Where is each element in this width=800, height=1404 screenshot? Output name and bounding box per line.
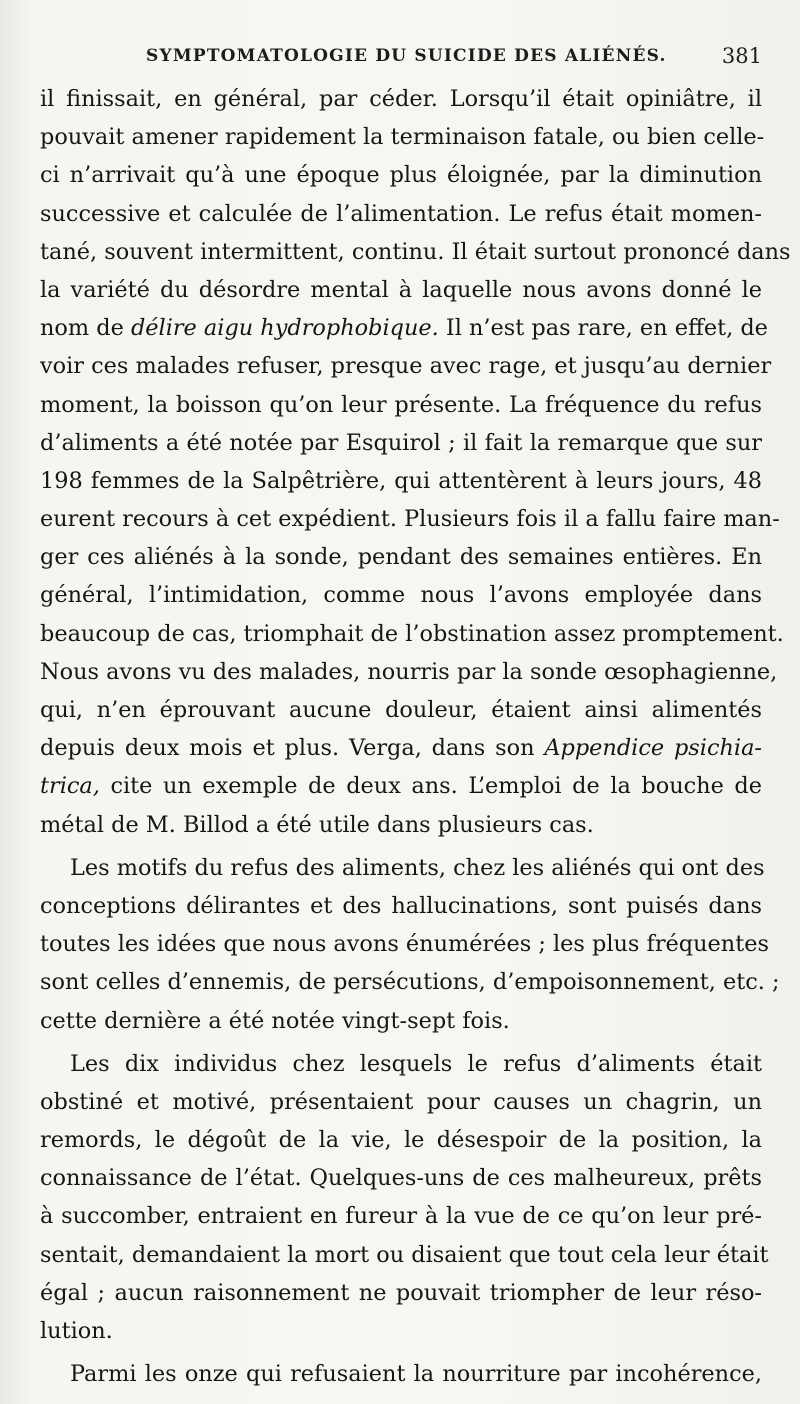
body-text	[40, 80, 791, 1393]
page-number: 381	[721, 44, 762, 68]
text-line: Nous avons vu des malades, nourris par la sonde œsophagienne,	[40, 658, 778, 685]
text-line: tané, souvent intermittent, continu. Il était surtout prononcé dans	[40, 238, 791, 265]
text-line: ci n’arrivait qu’à une époque plus éloignée, par la diminution	[40, 162, 762, 189]
page-header	[40, 44, 762, 74]
text-line: à succomber, entraient en fureur à la vue de ce qu’on leur pré-	[40, 1203, 762, 1230]
text-line: sentait, demandaient la mort ou disaient que tout cela leur était	[40, 1241, 769, 1268]
text-line: Les dix individus chez lesquels le refus d’aliments était	[70, 1050, 762, 1077]
text-line: conceptions délirantes et des hallucinations, sont puisés dans	[40, 892, 762, 919]
text-line: nom de délire aigu hydrophobique. Il n’est pas rare, en effet, de	[40, 315, 768, 342]
paragraph	[40, 849, 780, 1040]
text-line: il finissait, en général, par céder. Lorsqu’il était opiniâtre, il	[40, 86, 762, 112]
text-line: d’aliments a été notée par Esquirol ; il fait la remarque que sur	[40, 429, 762, 456]
text-line: sont celles d’ennemis, de persécutions, d’empoisonnement, etc. ;	[40, 969, 780, 996]
text-line: beaucoup de cas, triomphait de l’obstination assez promptement.	[40, 620, 784, 647]
text-line: 198 femmes de la Salpêtrière, qui attentèrent à leurs jours, 48	[40, 467, 762, 494]
text-line: métal de M. Billod a été utile dans plusieurs cas.	[40, 811, 594, 838]
paragraph	[40, 1355, 762, 1393]
text-line: général, l’intimidation, comme nous l’avons employée dans	[40, 582, 762, 609]
paragraph	[40, 80, 791, 844]
italic-title: Appendice psichia-	[544, 735, 762, 762]
text-line: moment, la boisson qu’on leur présente. La fréquence du refus	[40, 391, 762, 418]
text-line: pouvait amener rapidement la terminaison fatale, ou bien celle-	[40, 124, 765, 151]
text-line: Les motifs du refus des aliments, chez les aliénés qui ont des	[70, 854, 765, 881]
text-line: eurent recours à cet expédient. Plusieurs fois il a fallu faire man-	[40, 506, 780, 533]
text-line: depuis deux mois et plus. Verga, dans son Appendice psichia-	[40, 735, 762, 762]
text-line: voir ces malades refuser, presque avec rage, et jusqu’au dernier	[40, 353, 772, 380]
text-line: obstiné et motivé, présentaient pour causes un chagrin, un	[40, 1088, 762, 1115]
text-line: ger ces aliénés à la sonde, pendant des semaines entières. En	[40, 544, 762, 571]
running-head: SYMPTOMATOLOGIE DU SUICIDE DES ALIÉNÉS.	[146, 46, 667, 66]
text-line: qui, n’en éprouvant aucune douleur, étaient ainsi alimentés	[40, 697, 762, 723]
text-line: égal ; aucun raisonnement ne pouvait triompher de leur réso-	[40, 1279, 762, 1306]
italic-title: trica,	[40, 773, 100, 800]
text-line: cette dernière a été notée vingt-sept fois.	[40, 1007, 510, 1034]
text-line: la variété du désordre mental à laquelle nous avons donné le	[40, 276, 762, 303]
text-line: connaissance de l’état. Quelques-uns de ces malheureux, prêts	[40, 1165, 762, 1192]
text-line: trica, cite un exemple de deux ans. L’emploi de la bouche de	[40, 773, 762, 800]
text-line: successive et calculée de l’alimentation. Le refus était momen-	[40, 200, 762, 227]
paragraph	[40, 1045, 769, 1351]
text-line: lution.	[40, 1318, 113, 1344]
italic-term: délire aigu hydrophobique.	[130, 315, 439, 342]
text-line: toutes les idées que nous avons énumérées ; les plus fréquentes	[40, 931, 769, 958]
text-line: remords, le dégoût de la vie, le désespoir de la position, la	[40, 1127, 762, 1154]
text-line: Parmi les onze qui refusaient la nourriture par incohérence,	[70, 1361, 762, 1388]
